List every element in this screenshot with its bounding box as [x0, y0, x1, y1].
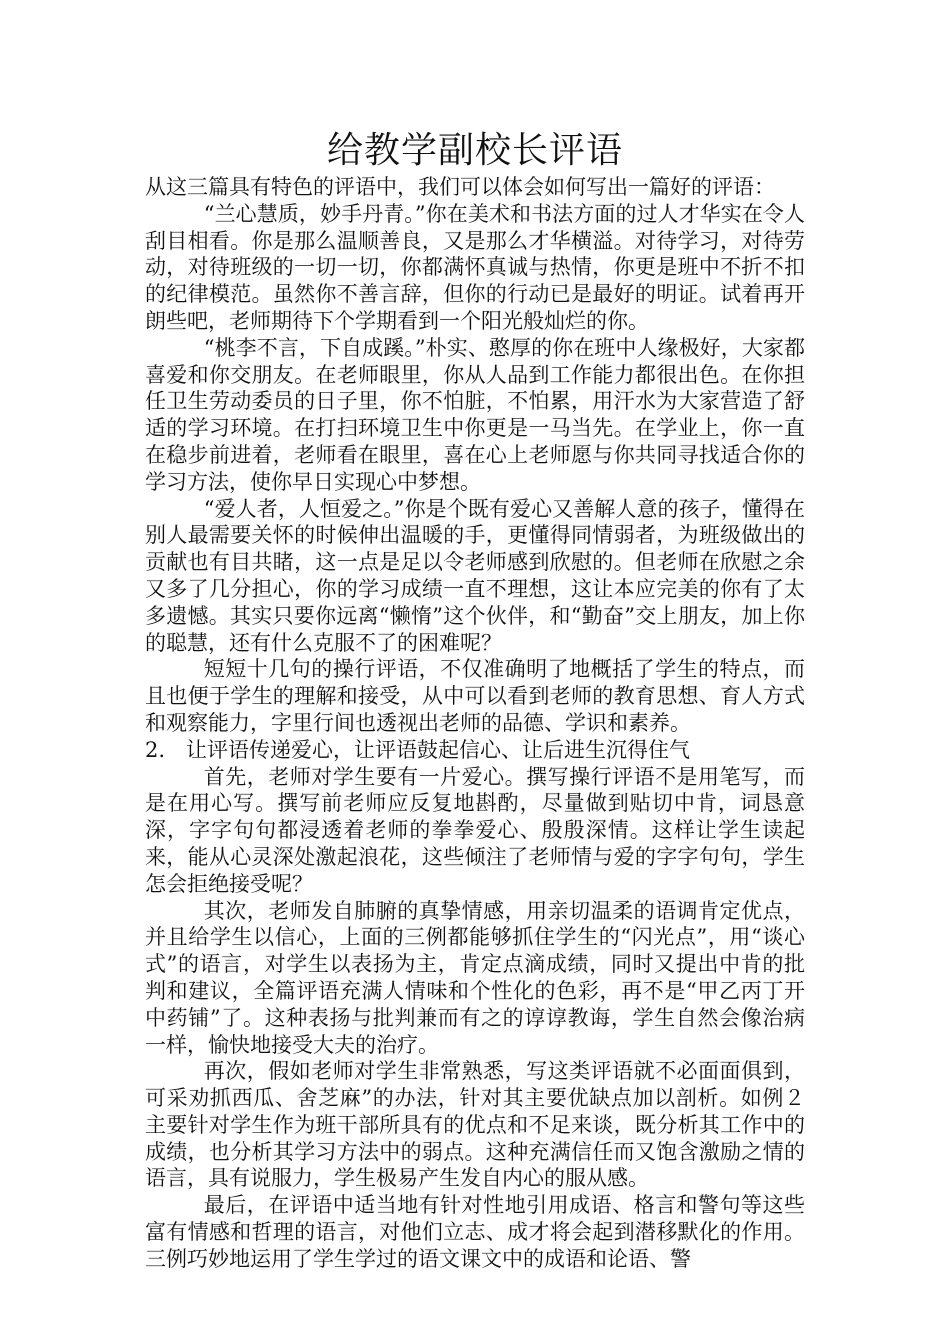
paragraph: “桃李不言，下自成蹊。”朴实、憨厚的你在班中人缘极好，大家都喜爱和你交朋友。在老师眼里，你从人品到工作能力都很出色。在你担任卫生劳动委员的日子里，你不怕脏，不怕累，用汗水为大家营造了舒适的学习环境。在打扫环境卫生中你更是一马当先。在学业上，你一直在稳步前进着，老师看在眼里，喜在心上老师愿与你共同寻找适合你的学习方法，使你早日实现心中梦想。	[145, 335, 805, 494]
paragraph: 其次，老师发自肺腑的真挚情感，用亲切温柔的语调肯定优点，并且给学生以信心，上面的三例都能够抓住学生的“闪光点”，用“谈心式”的语言，对学生以表扬为主，肯定点滴成绩，同时又提出中肯的批判和建议，全篇评语充满人情味和个性化的色彩，再不是“甲乙丙丁开中药铺”了。这种表扬与批判兼而有之的谆谆教诲，学生自然会像治病一样，愉快地接受大夫的治疗。	[145, 898, 805, 1057]
paragraph: 短短十几句的操行评语，不仅准确明了地概括了学生的特点，而且也便于学生的理解和接受，从中可以看到老师的教育思想、育人方式和观察能力，字里行间也透视出老师的品德、学识和素养。	[145, 657, 805, 735]
document-title: 给教学副校长评语	[326, 130, 623, 171]
paragraph: 再次，假如老师对学生非常熟悉，写这类评语就不必面面俱到，可采劝抓西瓜、舍芝麻”的办法，针对其主要优缺点加以剖析。如例２主要针对学生作为班干部所具有的优点和不足来谈，既分析其工作中的成绩，也分析其学习方法中的弱点。这种充满信任而又饱含激励之情的语言，具有说服力，学生极易产生发自内心的服从感。	[145, 1059, 805, 1191]
paragraph: “兰心慧质，妙手丹青。”你在美术和书法方面的过人才华实在令人刮目相看。你是那么温顺善良，又是那么才华横溢。对待学习，对待劳动，对待班级的一切一切，你都满怀真诚与热情，你更是班中不折不扣的纪律模范。虽然你不善言辞，但你的行动已是最好的明证。试着再开朗些吧，老师期待下个学期看到一个阳光般灿烂的你。	[145, 201, 805, 333]
paragraph: 首先，老师对学生要有一片爱心。撰写操行评语不是用笔写，而是在用心写。撰写前老师应反复地斟酌，尽量做到贴切中肯，词恳意深，字字句句都浸透着老师的拳拳爱心、殷殷深情。这样让学生读起来，能从心灵深处激起浪花，这些倾注了老师情与爱的字字句句，学生怎会拒绝接受呢？	[145, 764, 805, 896]
paragraph: “爱人者，人恒爱之。”你是个既有爱心又善解人意的孩子，懂得在别人最需要关怀的时候伸出温暖的手，更懂得同情弱者，为班级做出的贡献也有目共睹，这一点是足以令老师感到欣慰的。但老师在欣慰之余又多了几分担心，你的学习成绩一直不理想，这让本应完美的你有了太多遗憾。其实只要你远离“懒惰”这个伙伴，和“勤奋”交上朋友，加上你的聪慧，还有什么克服不了的困难呢？	[145, 496, 805, 655]
document-body	[145, 174, 805, 1273]
document-page	[145, 128, 805, 1273]
paragraph: 从这三篇具有特色的评语中，我们可以体会如何写出一篇好的评语：	[145, 175, 775, 199]
paragraph: 2. 让评语传递爱心，让评语鼓起信心、让后进生沉得住气	[145, 737, 691, 762]
paragraph: 最后，在评语中适当地有针对性地引用成语、格言和警句等这些富有情感和哲理的语言，对他们立志、成才将会起到潜移默化的作用。三例巧妙地运用了学生学过的语文课文中的成语和论语、警	[145, 1193, 805, 1271]
